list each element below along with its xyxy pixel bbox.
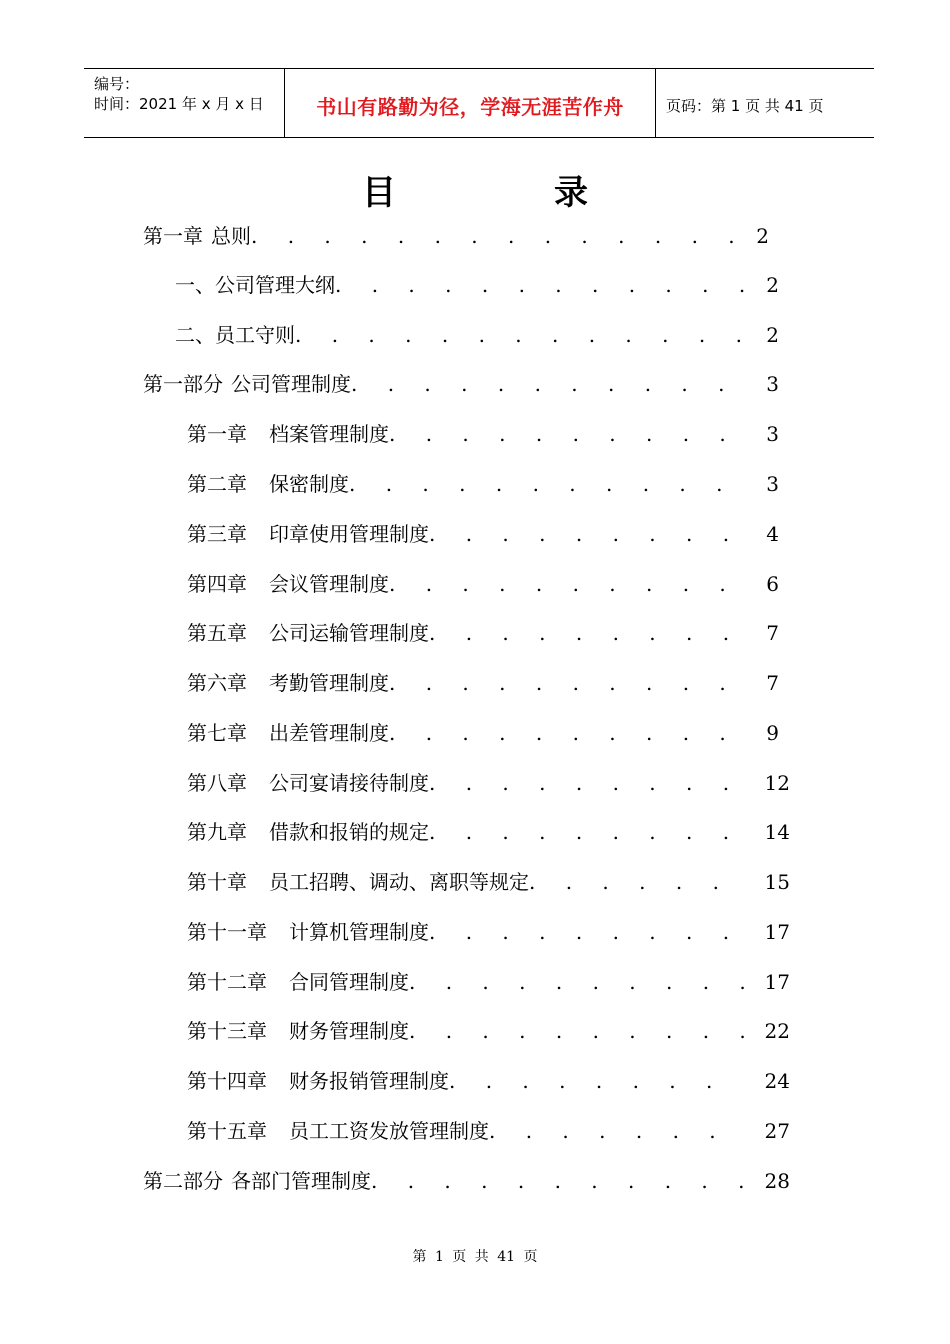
toc-entry[interactable] xyxy=(187,967,790,997)
toc-page-number: 22 xyxy=(764,1019,790,1043)
toc-leader-dots: . . . . . . . . . . xyxy=(389,422,738,446)
header-motto: 书山有路勤为径，学海无涯苦作舟 xyxy=(316,95,624,119)
toc-entry[interactable] xyxy=(143,369,779,399)
header-meta-cell xyxy=(84,69,284,137)
toc-entry-lead: 一、公司管理大纲 xyxy=(175,273,335,297)
toc-entry[interactable] xyxy=(187,419,779,449)
toc-leader-dots: . . . . . . . . . xyxy=(429,621,742,645)
toc-entry-title: 公司宴请接待制度 xyxy=(269,771,429,795)
toc-entry-title: 印章使用管理制度 xyxy=(269,522,429,546)
toc-page-number: 3 xyxy=(766,422,779,446)
toc-page-number: 27 xyxy=(764,1119,790,1143)
toc-entry[interactable] xyxy=(187,1116,790,1146)
toc-entry-title: 出差管理制度 xyxy=(269,721,389,745)
toc-entry-lead: 第七章 xyxy=(187,721,247,745)
toc-entry[interactable] xyxy=(187,618,779,648)
header-page-code: 页码：第 1 页 共 41 页 xyxy=(666,97,824,115)
toc-page-number: 24 xyxy=(764,1069,790,1093)
toc-entry[interactable] xyxy=(187,768,790,798)
toc-leader-dots: . . . . . . . . . . . . . . xyxy=(251,224,747,248)
toc-entry[interactable] xyxy=(187,817,790,847)
toc-leader-dots: . . . . . . . . . xyxy=(429,920,742,944)
toc-entry-lead: 第十五章 xyxy=(187,1119,267,1143)
toc-page-number: 2 xyxy=(756,224,769,248)
toc-entry[interactable] xyxy=(187,917,790,947)
toc-page-number: 28 xyxy=(764,1169,790,1193)
toc-leader-dots: . . . . . . . . . . . xyxy=(349,472,735,496)
toc-entry-lead: 第二部分 xyxy=(143,1169,223,1193)
toc-entry-title: 会议管理制度 xyxy=(269,572,389,596)
toc-entry-lead: 二、员工守则 xyxy=(175,323,295,347)
toc-page-number: 6 xyxy=(766,572,779,596)
toc-leader-dots: . . . . . . . . . xyxy=(429,771,742,795)
toc-page-number: 9 xyxy=(766,721,779,745)
toc-page-number: 15 xyxy=(764,870,790,894)
toc-page-number: 7 xyxy=(766,621,779,645)
toc-leader-dots: . . . . . . . . . . xyxy=(409,1019,758,1043)
header-motto-cell xyxy=(284,69,656,137)
toc-entry-title: 员工工资发放管理制度 xyxy=(289,1119,489,1143)
toc-entry[interactable] xyxy=(187,668,779,698)
toc-entry-lead: 第十四章 xyxy=(187,1069,267,1093)
toc-entry[interactable] xyxy=(175,320,779,350)
toc-entry-title: 保密制度 xyxy=(269,472,349,496)
toc-entry-lead: 第十章 xyxy=(187,870,247,894)
toc-entry[interactable] xyxy=(187,569,779,599)
toc-leader-dots: . . . . . . . . . . xyxy=(409,970,758,994)
toc-page-number: 17 xyxy=(764,970,790,994)
toc-leader-dots: . . . . . . . . . . . xyxy=(371,1169,757,1193)
toc-entry-title: 计算机管理制度 xyxy=(289,920,429,944)
toc-entry-title: 考勤管理制度 xyxy=(269,671,389,695)
toc-page-number: 2 xyxy=(766,323,779,347)
toc-page-number: 2 xyxy=(766,273,779,297)
toc-entry-lead: 第十三章 xyxy=(187,1019,267,1043)
toc-leader-dots: . . . . . . . . . . xyxy=(389,572,738,596)
toc-leader-dots: . . . . . . . . . . . . . xyxy=(295,323,754,347)
toc-entry[interactable] xyxy=(187,1016,790,1046)
toc-entry-title: 财务管理制度 xyxy=(289,1019,409,1043)
toc-entry-title: 总则 xyxy=(211,224,251,248)
toc-entry[interactable] xyxy=(187,469,779,499)
toc-leader-dots: . . . . . . . . xyxy=(449,1069,725,1093)
toc-entry-title: 各部门管理制度 xyxy=(231,1169,371,1193)
toc-entry-lead: 第五章 xyxy=(187,621,247,645)
doc-number-label: 编号： xyxy=(94,75,140,93)
toc-entry[interactable] xyxy=(187,519,779,549)
toc-page-number: 3 xyxy=(766,472,779,496)
toc-leader-dots: . . . . . . . . . . xyxy=(389,671,738,695)
toc-entry-lead: 第四章 xyxy=(187,572,247,596)
toc-page-number: 17 xyxy=(764,920,790,944)
toc-entry[interactable] xyxy=(187,1066,790,1096)
toc-entry[interactable] xyxy=(187,718,779,748)
toc-entry-lead: 第一章 xyxy=(187,422,247,446)
document-header xyxy=(84,68,874,138)
toc-entry-lead: 第十一章 xyxy=(187,920,267,944)
toc-page-number: 7 xyxy=(766,671,779,695)
toc-entry[interactable] xyxy=(187,867,790,897)
toc-entry-lead: 第一部分 xyxy=(143,372,223,396)
toc-leader-dots: . . . . . . . . . . . . xyxy=(335,273,758,297)
toc-title-right: 录 xyxy=(554,173,588,213)
toc-entry-title: 财务报销管理制度 xyxy=(289,1069,449,1093)
toc-page-number: 3 xyxy=(766,372,779,396)
toc-leader-dots: . . . . . . . . . xyxy=(429,820,742,844)
toc-entry-title: 公司运输管理制度 xyxy=(269,621,429,645)
toc-entry[interactable] xyxy=(143,221,769,251)
toc-entry[interactable] xyxy=(175,270,779,300)
header-page-cell xyxy=(656,69,874,137)
toc-entry-title: 公司管理制度 xyxy=(231,372,351,396)
toc-leader-dots: . . . . . . . . . . . xyxy=(351,372,737,396)
page-footer: 第 1 页 共 41 页 xyxy=(412,1249,538,1265)
toc-entry-lead: 第九章 xyxy=(187,820,247,844)
toc-entry-lead: 第六章 xyxy=(187,671,247,695)
toc-leader-dots: . . . . . . . . . xyxy=(429,522,742,546)
toc-leader-dots: . . . . . . . . . . xyxy=(389,721,738,745)
toc-page-number: 4 xyxy=(766,522,779,546)
doc-time: 时间：2021 年 x 月 x 日 xyxy=(94,95,264,113)
toc-leader-dots: . . . . . . . xyxy=(489,1119,728,1143)
toc-leader-dots: . . . . . . xyxy=(529,870,731,894)
toc-entry-title: 档案管理制度 xyxy=(269,422,389,446)
toc-entry-lead: 第十二章 xyxy=(187,970,267,994)
toc-entry-lead: 第三章 xyxy=(187,522,247,546)
toc-entry-lead: 第八章 xyxy=(187,771,247,795)
toc-page-number: 14 xyxy=(764,820,790,844)
toc-entry-title: 合同管理制度 xyxy=(289,970,409,994)
toc-title xyxy=(0,165,950,214)
toc-page-number: 12 xyxy=(764,771,790,795)
toc-entry-title: 员工招聘、调动、离职等规定 xyxy=(269,870,529,894)
toc-entry-lead: 第二章 xyxy=(187,472,247,496)
toc-title-left: 目 xyxy=(362,173,396,213)
toc-entry-title: 借款和报销的规定 xyxy=(269,820,429,844)
toc-entry-lead: 第一章 xyxy=(143,224,203,248)
toc-entry[interactable] xyxy=(143,1166,790,1196)
